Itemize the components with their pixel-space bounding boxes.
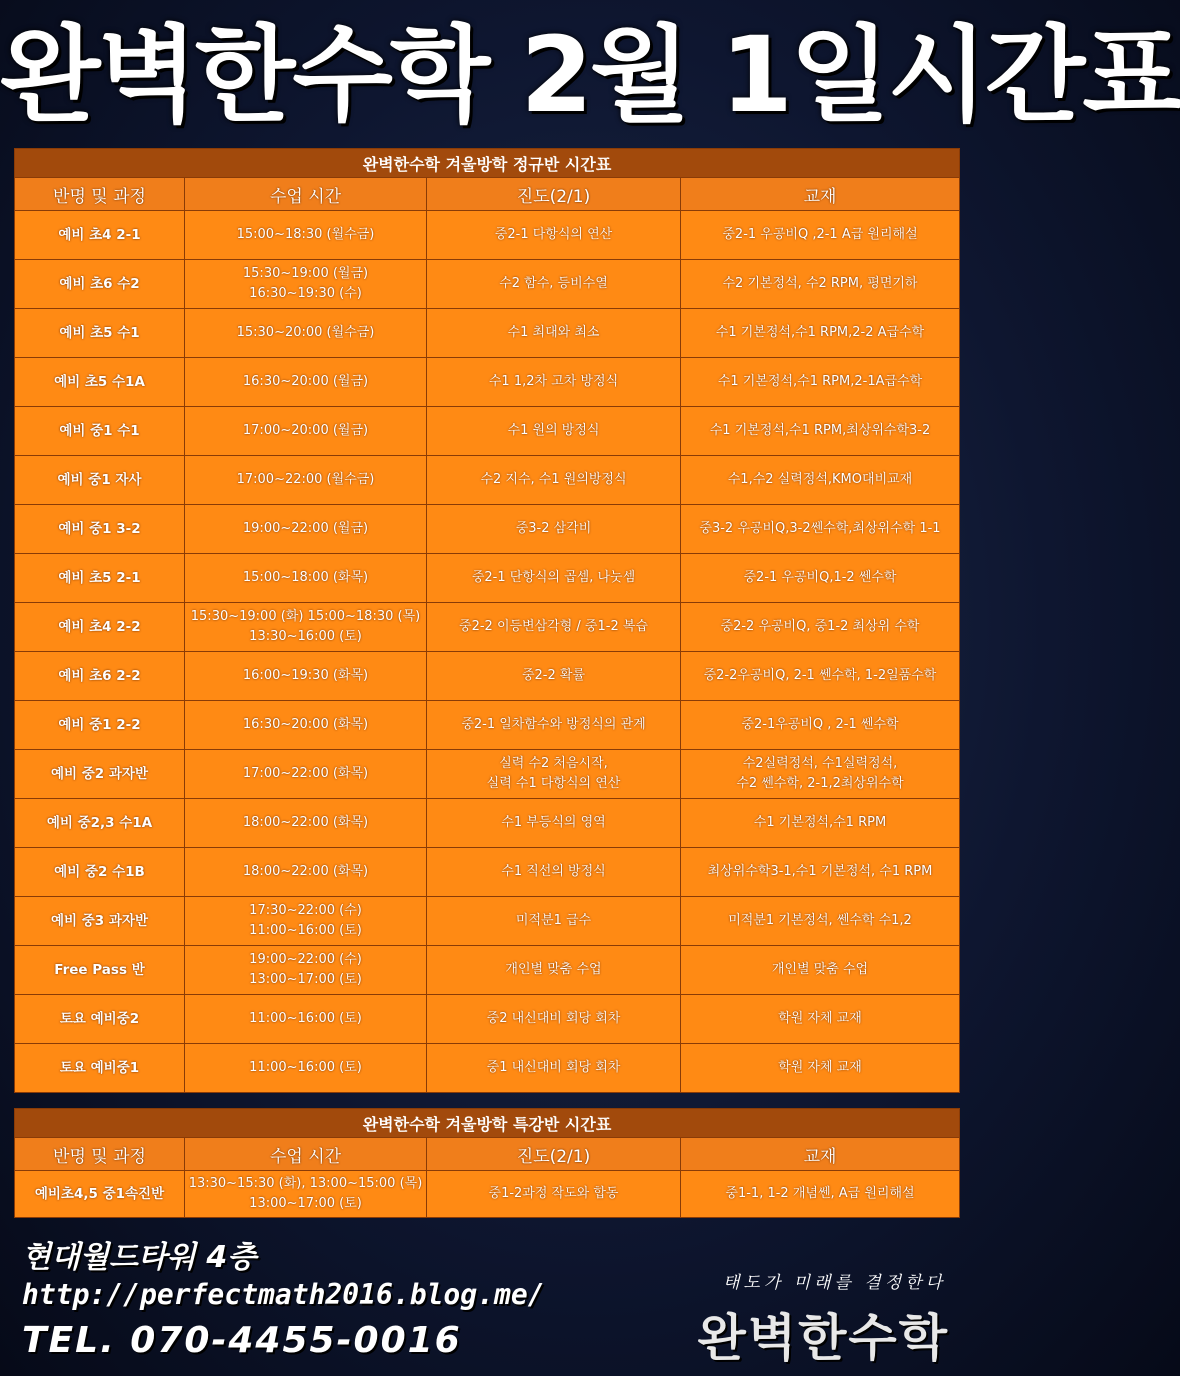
class-time-cell-line: 13:30~15:30 (화), 13:00~15:00 (목) [188, 1176, 423, 1191]
table-row [15, 946, 960, 995]
page-title: 완벽한수학 2월 1일시간표 [0, 14, 1180, 136]
progress-cell [427, 211, 681, 260]
table-row [15, 358, 960, 407]
textbook-cell-line: 수1 기본정석,수1 RPM,2-1A급수학 [717, 374, 923, 389]
class-time-cell-line: 18:00~22:00 (화목) [242, 864, 369, 879]
class-time-cell-line: 15:00~18:30 (월수금) [236, 227, 375, 242]
textbook-cell-line: 수1,수2 실력정석,KMO대비교재 [727, 472, 913, 487]
table-row [15, 554, 960, 603]
table-row [15, 260, 960, 309]
progress-cell-line: 중1-2과정 작도와 합동 [488, 1186, 619, 1201]
class-time-cell-line: 19:00~22:00 (수) [249, 952, 362, 967]
progress-cell [427, 505, 681, 554]
textbook-cell-line: 수1 기본정석,수1 RPM [753, 815, 887, 830]
class-time-cell-line: 15:30~20:00 (월수금) [236, 325, 375, 340]
progress-cell [427, 603, 681, 652]
header-progress: 진도(2/1) [427, 1138, 681, 1171]
class-time-cell [185, 260, 427, 309]
progress-cell [427, 848, 681, 897]
class-time-cell-line: 16:30~20:00 (화목) [242, 717, 369, 732]
textbook-cell [681, 799, 960, 848]
progress-cell [427, 260, 681, 309]
progress-cell-line: 실력 수2 처음시작, [499, 756, 608, 771]
class-time-cell [185, 603, 427, 652]
class-time-cell-line: 16:30~19:30 (수) [249, 286, 362, 301]
class-name-cell: 예비 초6 2-2 [15, 652, 185, 701]
textbook-cell [681, 407, 960, 456]
textbook-cell-line: 개인별 맞춤 수업 [771, 962, 869, 977]
textbook-cell [681, 1171, 960, 1218]
class-time-cell [185, 309, 427, 358]
footer-blog-link[interactable]: http://perfectmath2016.blog.me/ [22, 1278, 545, 1311]
textbook-cell-line: 중2-2우공비Q, 2-1 쎈수학, 1-2일품수학 [703, 668, 937, 683]
textbook-cell [681, 701, 960, 750]
table-row [15, 750, 960, 799]
textbook-cell-line: 중2-1 우공비Q,1-2 쎈수학 [743, 570, 897, 585]
class-time-cell [185, 652, 427, 701]
class-time-cell [185, 701, 427, 750]
textbook-cell-line: 중2-1우공비Q , 2-1 쎈수학 [741, 717, 899, 732]
table-row [15, 456, 960, 505]
progress-cell-line: 수2 지수, 수1 원의방정식 [480, 472, 627, 487]
textbook-cell [681, 995, 960, 1044]
class-time-cell [185, 1044, 427, 1093]
progress-cell-line: 수1 부등식의 영역 [501, 815, 606, 830]
class-time-cell-line: 17:30~22:00 (수) [249, 903, 362, 918]
class-time-cell [185, 456, 427, 505]
class-name-cell: 예비 초4 2-1 [15, 211, 185, 260]
class-name-cell: 예비 초5 2-1 [15, 554, 185, 603]
class-name-cell: 토요 예비중2 [15, 995, 185, 1044]
progress-cell-line: 수1 1,2차 고차 방정식 [488, 374, 619, 389]
header-class: 반명 및 과정 [15, 178, 185, 211]
progress-cell-line: 미적분1 급수 [515, 913, 592, 928]
progress-cell-line: 중1 내신대비 회당 회차 [486, 1060, 621, 1075]
textbook-cell-line: 수2 쎈수학, 2-1,2최상위수학 [736, 776, 904, 791]
progress-cell-line: 중3-2 삼각비 [515, 521, 592, 536]
class-time-cell [185, 358, 427, 407]
class-time-cell-line: 11:00~16:00 (토) [249, 1060, 362, 1075]
header-book: 교재 [681, 178, 960, 211]
progress-cell [427, 750, 681, 799]
table-header-row [15, 178, 960, 211]
textbook-cell-line: 미적분1 기본정석, 쎈수학 수1,2 [728, 913, 912, 928]
textbook-cell-line: 수1 기본정석,수1 RPM,최상위수학3-2 [709, 423, 931, 438]
class-name-cell: 예비 초5 수1A [15, 358, 185, 407]
class-time-cell-line: 11:00~16:00 (토) [249, 1011, 362, 1026]
textbook-cell [681, 456, 960, 505]
footer-address: 현대월드타워 4층 [22, 1240, 257, 1275]
textbook-cell-line: 수2 기본정석, 수2 RPM, 평면기하 [722, 276, 918, 291]
progress-cell [427, 554, 681, 603]
class-time-cell-line: 13:00~17:00 (토) [249, 972, 362, 987]
table-row [15, 309, 960, 358]
progress-cell [427, 456, 681, 505]
class-name-cell: 예비 중1 수1 [15, 407, 185, 456]
special-schedule-table [14, 1108, 960, 1218]
class-name-cell: 예비 중2 수1B [15, 848, 185, 897]
class-time-cell-line: 15:00~18:00 (화목) [242, 570, 369, 585]
class-time-cell [185, 848, 427, 897]
progress-cell [427, 309, 681, 358]
class-time-cell [185, 946, 427, 995]
class-name-cell: 예비 중3 과자반 [15, 897, 185, 946]
brand-logo-text: 완벽한수학 [697, 1309, 949, 1367]
class-name-cell: 예비 중1 2-2 [15, 701, 185, 750]
progress-cell-line: 개인별 맞춤 수업 [505, 962, 602, 977]
table-row [15, 848, 960, 897]
table-row [15, 211, 960, 260]
textbook-cell-line: 중2-2 우공비Q, 중1-2 최상위 수학 [720, 619, 920, 634]
progress-cell [427, 799, 681, 848]
class-name-cell: 예비 중2,3 수1A [15, 799, 185, 848]
textbook-cell-line: 수2실력정석, 수1실력정석, [742, 756, 898, 771]
regular-schedule-table [14, 148, 960, 1093]
table-header-row [15, 1138, 960, 1171]
progress-cell-line: 중2-1 다항식의 연산 [494, 227, 613, 242]
textbook-cell [681, 554, 960, 603]
textbook-cell [681, 652, 960, 701]
textbook-cell [681, 603, 960, 652]
progress-cell-line: 중2-2 확률 [521, 668, 586, 683]
progress-cell [427, 995, 681, 1044]
table-row [15, 505, 960, 554]
table-row [15, 652, 960, 701]
class-time-cell-line: 11:00~16:00 (토) [249, 923, 362, 938]
textbook-cell [681, 309, 960, 358]
textbook-cell [681, 358, 960, 407]
class-time-cell [185, 505, 427, 554]
progress-cell-line: 수1 최대와 최소 [507, 325, 600, 340]
table-row [15, 701, 960, 750]
textbook-cell [681, 260, 960, 309]
footer-telephone: TEL. 070-4455-0016 [22, 1320, 462, 1361]
class-name-cell: Free Pass 반 [15, 946, 185, 995]
class-time-cell-line: 13:00~17:00 (토) [249, 1196, 362, 1211]
table-row [15, 1044, 960, 1093]
table-row [15, 603, 960, 652]
class-time-cell-line: 15:30~19:00 (월금) [242, 266, 369, 281]
textbook-cell-line: 중1-1, 1-2 개념쎈, A급 원리해설 [725, 1186, 915, 1201]
textbook-cell-line: 수1 기본정석,수1 RPM,2-2 A급수학 [715, 325, 925, 340]
header-book: 교재 [681, 1138, 960, 1171]
table-row [15, 995, 960, 1044]
table-row [15, 407, 960, 456]
header-time: 수업 시간 [185, 178, 427, 211]
class-name-cell: 예비 초4 2-2 [15, 603, 185, 652]
textbook-cell [681, 211, 960, 260]
class-time-cell [185, 995, 427, 1044]
textbook-cell-line: 최상위수학3-1,수1 기본정석, 수1 RPM [707, 864, 933, 879]
class-time-cell [185, 554, 427, 603]
class-time-cell [185, 897, 427, 946]
textbook-cell-line: 학원 자체 교재 [778, 1011, 862, 1026]
textbook-cell-line: 학원 자체 교재 [778, 1060, 862, 1075]
progress-cell [427, 1171, 681, 1218]
footer-motto: 태도가 미래를 결정한다 [722, 1273, 946, 1293]
class-time-cell-line: 17:00~22:00 (월수금) [236, 472, 375, 487]
class-name-cell: 예비 중2 과자반 [15, 750, 185, 799]
progress-cell-line: 수1 원의 방정식 [507, 423, 600, 438]
class-name-cell: 예비 초6 수2 [15, 260, 185, 309]
textbook-cell-line: 중2-1 우공비Q ,2-1 A급 원리해설 [722, 227, 918, 242]
class-time-cell-line: 17:00~22:00 (화목) [242, 766, 369, 781]
class-time-cell [185, 1171, 427, 1218]
class-time-cell-line: 15:30~19:00 (화) 15:00~18:30 (목) [190, 609, 421, 624]
progress-cell [427, 897, 681, 946]
class-time-cell-line: 13:30~16:00 (토) [249, 629, 362, 644]
special-section-title: 완벽한수학 겨울방학 특강반 시간표 [15, 1109, 960, 1138]
class-time-cell [185, 407, 427, 456]
progress-cell-line: 중2-1 단항식의 곱셈, 나눗셈 [471, 570, 636, 585]
progress-cell [427, 1044, 681, 1093]
textbook-cell [681, 750, 960, 799]
progress-cell-line: 실력 수1 다항식의 연산 [486, 776, 621, 791]
progress-cell-line: 중2-2 이등변삼각형 / 중1-2 복습 [459, 619, 648, 634]
class-time-cell-line: 16:30~20:00 (월금) [242, 374, 369, 389]
class-name-cell: 예비 중1 3-2 [15, 505, 185, 554]
progress-cell-line: 수1 직선의 방정식 [501, 864, 606, 879]
table-row [15, 799, 960, 848]
header-class: 반명 및 과정 [15, 1138, 185, 1171]
textbook-cell-line: 중3-2 우공비Q,3-2쎈수학,최상위수학 1-1 [699, 521, 941, 536]
textbook-cell [681, 897, 960, 946]
progress-cell [427, 407, 681, 456]
textbook-cell [681, 505, 960, 554]
class-time-cell [185, 750, 427, 799]
class-time-cell-line: 18:00~22:00 (화목) [242, 815, 369, 830]
header-time: 수업 시간 [185, 1138, 427, 1171]
progress-cell-line: 수2 함수, 등비수열 [499, 276, 608, 291]
header-progress: 진도(2/1) [427, 178, 681, 211]
progress-cell [427, 652, 681, 701]
table-row [15, 1171, 960, 1218]
textbook-cell [681, 1044, 960, 1093]
table-row [15, 897, 960, 946]
progress-cell [427, 946, 681, 995]
class-time-cell-line: 19:00~22:00 (월금) [242, 521, 369, 536]
progress-cell [427, 701, 681, 750]
regular-section-title: 완벽한수학 겨울방학 정규반 시간표 [15, 149, 960, 178]
class-name-cell: 예비초4,5 중1속진반 [15, 1171, 185, 1218]
textbook-cell [681, 946, 960, 995]
class-name-cell: 예비 중1 자사 [15, 456, 185, 505]
progress-cell-line: 중2 내신대비 회당 회차 [486, 1011, 621, 1026]
class-time-cell-line: 17:00~20:00 (월금) [242, 423, 369, 438]
class-time-cell [185, 211, 427, 260]
progress-cell [427, 358, 681, 407]
class-time-cell [185, 799, 427, 848]
class-name-cell: 예비 초5 수1 [15, 309, 185, 358]
textbook-cell [681, 848, 960, 897]
class-name-cell: 토요 예비중1 [15, 1044, 185, 1093]
class-time-cell-line: 16:00~19:30 (화목) [242, 668, 369, 683]
progress-cell-line: 중2-1 일차함수와 방정식의 관계 [461, 717, 646, 732]
